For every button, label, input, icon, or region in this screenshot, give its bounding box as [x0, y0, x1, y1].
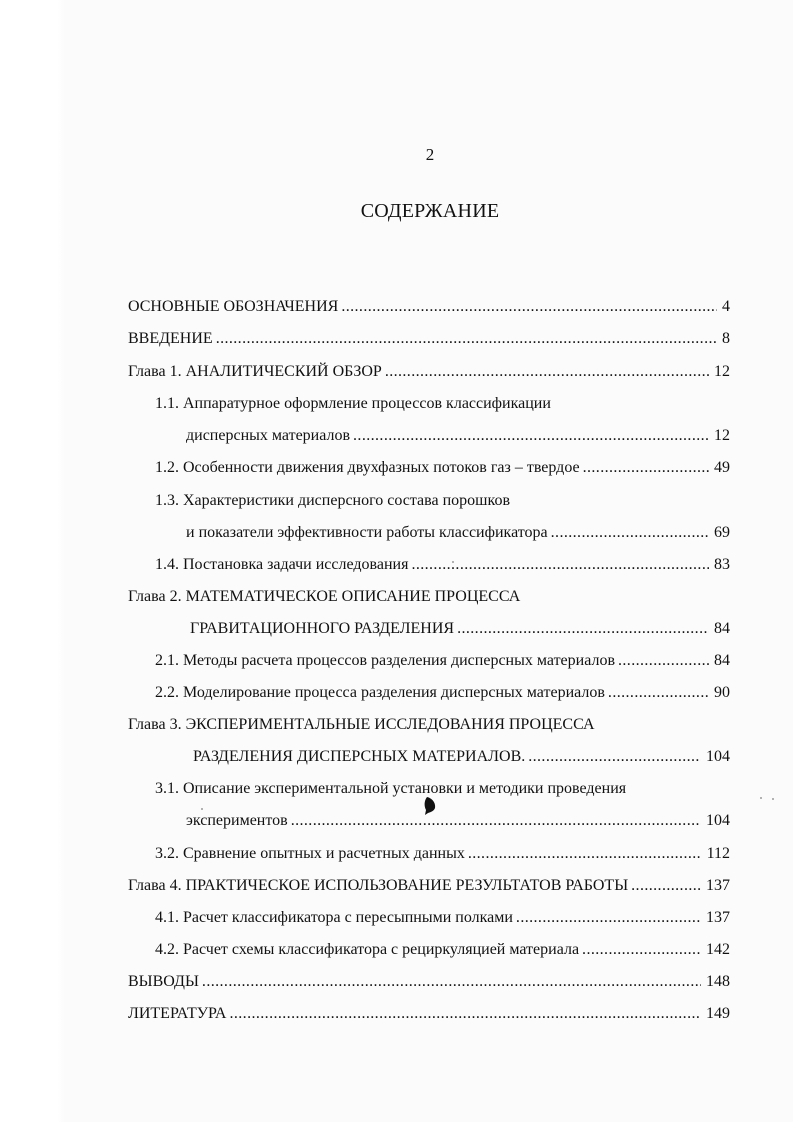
- dot-leader: [216, 329, 717, 349]
- dot-leader: [229, 1004, 701, 1024]
- toc-entry-1-3[interactable]: [186, 523, 730, 543]
- toc-page-number: 149: [706, 1005, 730, 1022]
- toc-entry-2-1[interactable]: [155, 651, 730, 671]
- toc-entry-title: РАЗДЕЛЕНИЯ ДИСПЕРСНЫХ МАТЕРИАЛОВ.: [193, 748, 526, 765]
- toc-entry-title: и показатели эффективности работы классификатора: [186, 524, 548, 541]
- dot-leader: [468, 844, 702, 864]
- toc-page-number: 142: [706, 941, 730, 958]
- toc-entry-literature[interactable]: [128, 1004, 730, 1024]
- dot-leader: [202, 972, 701, 992]
- toc-entry-title: ВВЕДЕНИЕ: [128, 330, 213, 347]
- toc-entry-chapter-2[interactable]: [190, 619, 730, 639]
- toc-page-number: 112: [706, 845, 730, 862]
- toc-page-number: 84: [714, 620, 730, 637]
- toc-entry-chapter-3-line1[interactable]: Глава 3. ЭКСПЕРИМЕНТАЛЬНЫЕ ИССЛЕДОВАНИЯ ПРОЦЕССА: [128, 716, 595, 733]
- toc-page-number: 4: [722, 298, 730, 315]
- dot-leader: [582, 940, 701, 960]
- toc-entry-title: 1.2. Особенности движения двухфазных потоков газ – твердое: [155, 459, 580, 476]
- toc-entry-chapter-4[interactable]: [128, 876, 730, 896]
- toc-entry-3-1[interactable]: [186, 811, 730, 831]
- toc-entry-1-1-line1[interactable]: 1.1. Аппаратурное оформление процессов классификации: [155, 395, 551, 412]
- toc-page-number: 12: [714, 363, 730, 380]
- toc-entry-4-2[interactable]: [155, 940, 730, 960]
- toc-entry-title: Глава 1. АНАЛИТИЧЕСКИЙ ОБЗОР: [128, 363, 382, 380]
- page-number: 2: [425, 145, 435, 164]
- toc-entry-title: ВЫВОДЫ: [128, 973, 199, 990]
- toc-page-number: 83: [714, 556, 730, 573]
- toc-page-number: 84: [714, 652, 730, 669]
- toc-entry-1-2[interactable]: [155, 458, 730, 478]
- dot-leader: [411, 555, 709, 575]
- toc-entry-title: 4.2. Расчет схемы классификатора с рециркуляцией материала: [155, 941, 580, 958]
- scan-speck: [772, 798, 774, 800]
- toc-entry-title: 2.2. Моделирование процесса разделения дисперсных материалов: [155, 684, 605, 701]
- toc-page-number: 137: [706, 877, 730, 894]
- dot-leader: [385, 362, 709, 382]
- toc-page-number: 12: [714, 427, 730, 444]
- page-title: СОДЕРЖАНИЕ: [360, 200, 500, 222]
- dot-leader: [457, 619, 709, 639]
- toc-entry-chapter-1[interactable]: [128, 362, 730, 382]
- dot-leader: [583, 458, 709, 478]
- toc-page-number: 69: [714, 524, 730, 541]
- toc-entry-intro[interactable]: [128, 329, 730, 349]
- toc-entry-title: ЛИТЕРАТУРА: [128, 1005, 227, 1022]
- toc-entry-3-1-line1[interactable]: 3.1. Описание экспериментальной установки и методики проведения: [155, 780, 627, 797]
- toc-page-number: 49: [714, 459, 730, 476]
- toc-entry-title: дисперсных материалов: [186, 427, 351, 444]
- toc-page-number: 148: [706, 973, 730, 990]
- toc-entry-3-2[interactable]: [155, 844, 730, 864]
- dot-leader: [528, 747, 701, 767]
- scan-speck: [760, 797, 762, 799]
- toc-entry-title: 1.4. Постановка задачи исследования: [155, 556, 409, 573]
- toc-page-number: 104: [706, 812, 730, 829]
- toc-entry-4-1[interactable]: [155, 908, 730, 928]
- toc-entry-title: 2.1. Методы расчета процессов разделения дисперсных материалов: [155, 652, 615, 669]
- toc-entry-1-4[interactable]: [155, 555, 730, 575]
- toc-entry-1-3-line1[interactable]: 1.3. Характеристики дисперсного состава порошков: [155, 492, 510, 509]
- dot-leader: [551, 523, 709, 543]
- toc-page-number: 104: [706, 748, 730, 765]
- toc-entry-conclusions[interactable]: [128, 972, 730, 992]
- dot-leader: [631, 876, 701, 896]
- toc-entry-1-1[interactable]: [186, 426, 730, 446]
- dot-leader: [608, 683, 709, 703]
- ink-blot-mark: [423, 796, 436, 816]
- toc-entry-notation[interactable]: [128, 297, 730, 317]
- toc-page-number: 137: [706, 909, 730, 926]
- dot-leader: [341, 297, 717, 317]
- toc-entry-title: ОСНОВНЫЕ ОБОЗНАЧЕНИЯ: [128, 298, 339, 315]
- toc-entry-2-2[interactable]: [155, 683, 730, 703]
- dot-leader: [516, 908, 701, 928]
- toc-page-number: 90: [714, 684, 730, 701]
- dot-leader: [353, 426, 709, 446]
- toc-entry-title: Глава 4. ПРАКТИЧЕСКОЕ ИСПОЛЬЗОВАНИЕ РЕЗУЛЬТАТОВ РАБОТЫ: [128, 877, 629, 894]
- toc-page-number: 8: [722, 330, 730, 347]
- dot-leader: [291, 811, 701, 831]
- scan-speck: [452, 561, 454, 563]
- toc-entry-title: 4.1. Расчет классификатора с пересыпными полками: [155, 909, 513, 926]
- dot-leader: [618, 651, 709, 671]
- toc-entry-chapter-2-line1[interactable]: Глава 2. МАТЕМАТИЧЕСКОЕ ОПИСАНИЕ ПРОЦЕССА: [128, 588, 521, 605]
- toc-entry-title: ГРАВИТАЦИОННОГО РАЗДЕЛЕНИЯ: [190, 620, 455, 637]
- toc-entry-chapter-3[interactable]: [193, 747, 730, 767]
- toc-entry-title: экспериментов: [186, 812, 288, 829]
- toc-entry-title: 3.2. Сравнение опытных и расчетных данных: [155, 845, 465, 862]
- scan-speck: [201, 808, 203, 810]
